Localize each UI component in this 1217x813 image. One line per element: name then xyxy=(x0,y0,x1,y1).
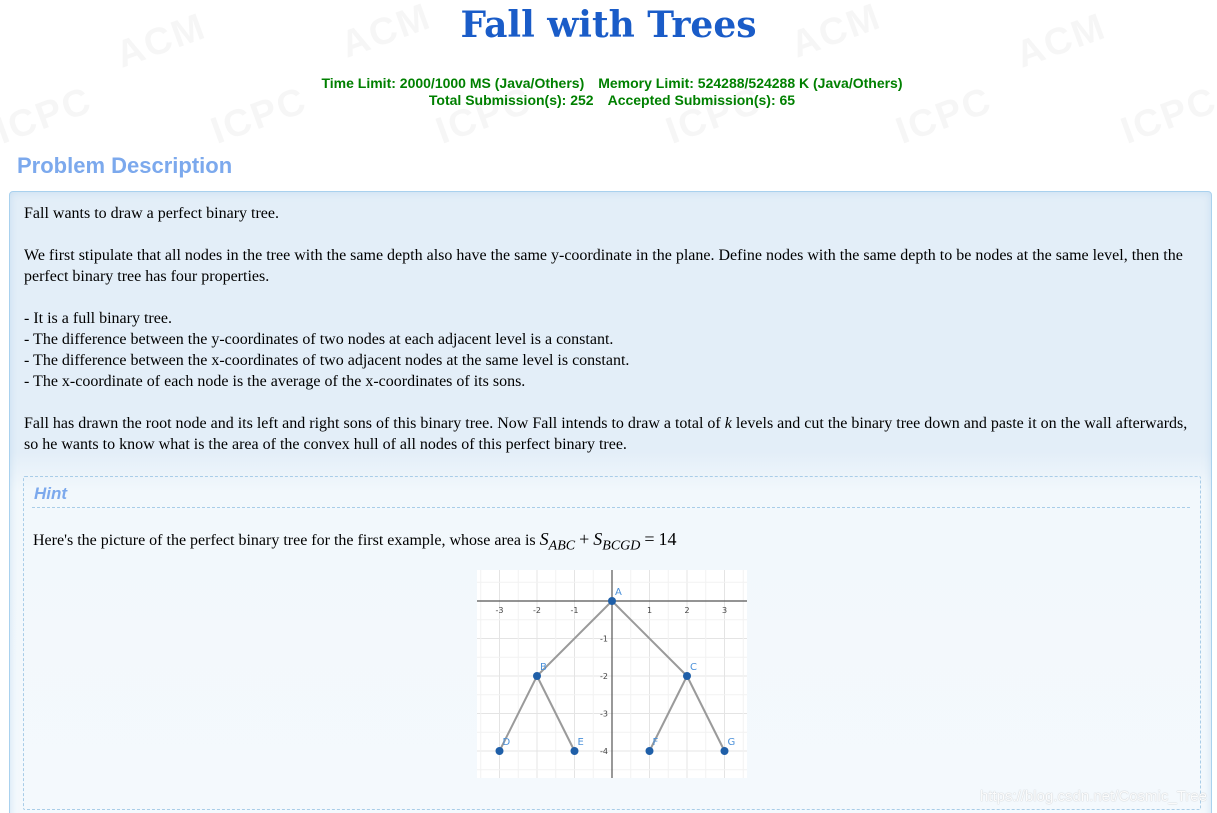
problem-limits xyxy=(0,75,1217,109)
x-tick-label: -2 xyxy=(533,606,541,615)
math-subscript: ABC xyxy=(548,538,576,554)
math-symbol: S xyxy=(593,529,603,549)
properties-list xyxy=(24,308,1199,392)
property-item: - The x-coordinate of each node is the average of the x-coordinates of its sons. xyxy=(24,373,526,390)
time-limit: Time Limit: 2000/1000 MS (Java/Others) xyxy=(321,75,585,91)
problem-title: Fall with Trees xyxy=(460,4,757,46)
hint-text xyxy=(33,529,677,557)
node-label: F xyxy=(652,737,659,748)
math-operator: = xyxy=(644,529,655,549)
y-tick-label: -1 xyxy=(600,634,608,644)
node-label: C xyxy=(690,662,697,673)
problem-description-panel xyxy=(9,191,1212,813)
tree-node xyxy=(721,747,729,755)
tree-node xyxy=(533,672,541,680)
problem-description-body xyxy=(24,203,1199,476)
x-tick-label: -3 xyxy=(495,606,504,615)
binary-tree-graph xyxy=(477,570,747,778)
tree-node xyxy=(683,672,691,680)
x-tick-label: 1 xyxy=(646,606,653,615)
problem-description-heading: Problem Description xyxy=(17,153,233,178)
y-tick-label: -2 xyxy=(600,672,608,681)
node-label: A xyxy=(615,587,622,598)
variable-k: k xyxy=(724,415,732,432)
memory-limit: Memory Limit: 524288/524288 K (Java/Others) xyxy=(598,75,903,91)
math-symbol: S xyxy=(539,529,549,549)
description-text: levels and cut the binary tree down and paste it on the wall afterwards, so he wants to know what is the area of the convex hull of all nodes of this perfect binary tree. xyxy=(24,415,1188,453)
node-label: D xyxy=(502,737,511,748)
hint-box xyxy=(23,476,1201,810)
total-submissions: Total Submission(s): 252 xyxy=(428,92,594,108)
node-label: B xyxy=(540,662,547,673)
hint-heading: Hint xyxy=(34,484,68,503)
csdn-watermark: https://blog.csdn.net/Cosmic_Tree xyxy=(979,788,1207,805)
tree-node xyxy=(571,747,579,755)
math-value: 14 xyxy=(658,529,677,549)
description-text: Fall has drawn the root node and its left and right sons of this binary tree. Now Fall intends to draw a total of xyxy=(24,415,725,432)
x-tick-label: 2 xyxy=(684,606,690,615)
tree-node xyxy=(496,747,504,755)
tree-node xyxy=(608,597,616,605)
y-tick-label: -3 xyxy=(600,709,608,719)
accepted-submissions: Accepted Submission(s): 65 xyxy=(607,92,796,108)
math-subscript: BCGD xyxy=(602,538,641,554)
y-tick-label: -4 xyxy=(600,747,608,756)
property-item: - It is a full binary tree. xyxy=(24,310,172,327)
property-item: - The difference between the x-coordinates of two adjacent nodes at the same level is constant. xyxy=(24,352,630,369)
hint-divider xyxy=(32,507,1190,508)
description-paragraph: We first stipulate that all nodes in the tree with the same depth also have the same y-coordinate in the plane. Define nodes with the same depth to be nodes at the same level, then the perfect binary tree has four properties. xyxy=(24,247,1183,285)
x-tick-label: 3 xyxy=(721,606,728,615)
binary-tree-figure xyxy=(477,570,747,778)
tree-node xyxy=(646,747,654,755)
description-paragraph xyxy=(24,413,1199,455)
node-label: E xyxy=(577,737,584,748)
description-paragraph: Fall wants to draw a perfect binary tree. xyxy=(24,205,280,222)
node-label: G xyxy=(727,737,736,748)
hint-sentence: Here's the picture of the perfect binary tree for the first example, whose area is xyxy=(33,532,540,549)
property-item: - The difference between the y-coordinates of two nodes at each adjacent level is a constant. xyxy=(24,331,614,348)
x-tick-label: -1 xyxy=(570,606,579,615)
area-formula xyxy=(539,529,677,554)
math-operator: + xyxy=(579,529,590,549)
